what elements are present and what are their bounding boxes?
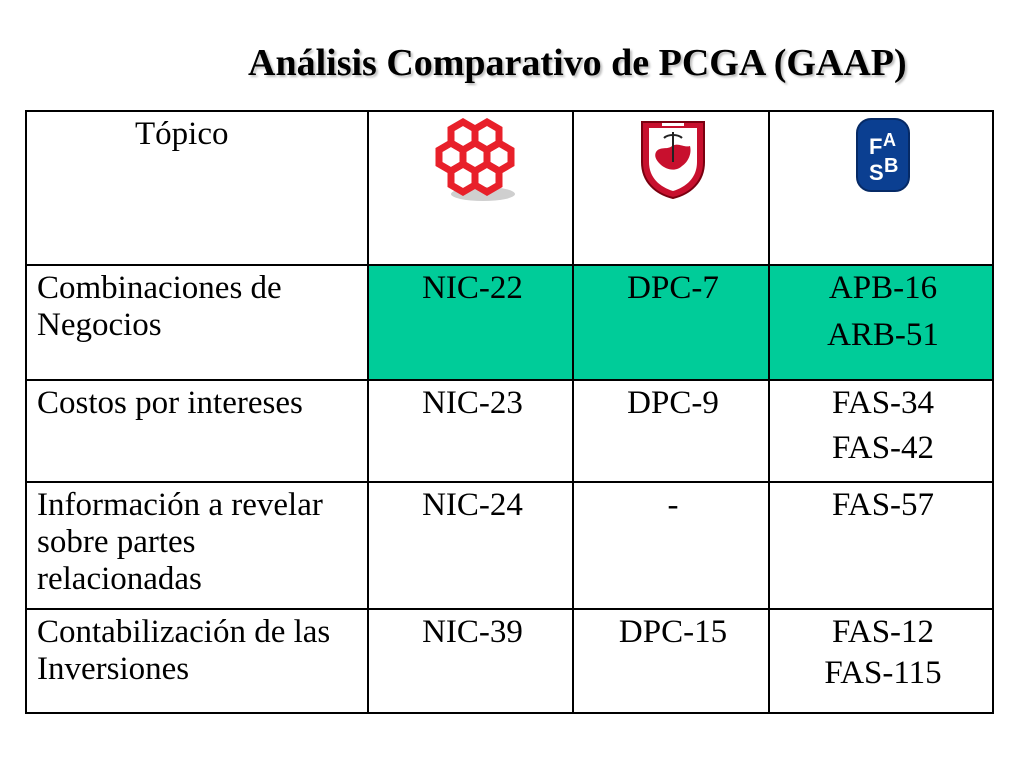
nic-cell: [368, 609, 573, 713]
us-cell: [769, 482, 993, 609]
header-topic-label: Tópico: [135, 116, 229, 152]
us-cell: [769, 380, 993, 482]
dpc-cell: [573, 265, 769, 380]
topic-cell: [26, 380, 368, 482]
header-nic-cell: [368, 111, 573, 265]
header-us-cell: [769, 111, 993, 265]
iasc-hexagon-logo-icon: [427, 116, 519, 208]
us-code: FAS-34: [831, 385, 935, 421]
dpc-cell: [573, 609, 769, 713]
topic-label: Combinaciones de Negocios: [37, 270, 282, 343]
nic-cell: [368, 380, 573, 482]
us-cell: [769, 609, 993, 713]
svg-text:B: B: [884, 155, 899, 177]
table-row: [26, 380, 993, 482]
table-header-row: [26, 111, 993, 265]
svg-text:F: F: [869, 134, 883, 159]
slide-title: Análisis Comparativo de PCGA (GAAP): [248, 42, 907, 84]
nic-code: NIC-23: [422, 385, 523, 421]
nic-cell: [368, 482, 573, 609]
topic-cell: [26, 609, 368, 713]
topic-cell: [26, 482, 368, 609]
us-code: ARB-51: [827, 317, 939, 353]
us-code: FAS-115: [824, 655, 942, 691]
dpc-cell: [573, 482, 769, 609]
nic-code: NIC-22: [422, 270, 523, 306]
svg-text:S: S: [869, 160, 884, 185]
fasb-logo-icon: [854, 116, 912, 194]
us-cell: [769, 265, 993, 380]
us-code: FAS-42: [831, 430, 935, 466]
table-row: [26, 609, 993, 713]
topic-cell: [26, 265, 368, 380]
topic-label: Contabilización de las Inversiones: [37, 614, 331, 687]
dpc-code: DPC-7: [627, 270, 719, 306]
us-code: APB-16: [828, 270, 938, 306]
nic-code: NIC-39: [422, 614, 523, 650]
dpc-code: DPC-15: [618, 614, 728, 650]
table-row: [26, 265, 993, 380]
nic-code: NIC-24: [422, 487, 523, 523]
topic-label: Costos por intereses: [37, 385, 303, 421]
us-code: FAS-12: [831, 614, 935, 650]
venezuela-contadores-publicos-seal-icon: [638, 116, 708, 200]
dpc-code: DPC-9: [627, 385, 719, 421]
nic-cell: [368, 265, 573, 380]
svg-text:A: A: [883, 130, 896, 150]
comparison-table: [25, 110, 994, 714]
table-row: [26, 482, 993, 609]
us-code: FAS-57: [831, 487, 935, 523]
header-dpc-cell: [573, 111, 769, 265]
topic-label: Información a revelar sobre partes relacionadas: [37, 487, 323, 597]
header-topic-cell: [26, 111, 368, 265]
dpc-cell: [573, 380, 769, 482]
dpc-code: -: [667, 487, 679, 523]
